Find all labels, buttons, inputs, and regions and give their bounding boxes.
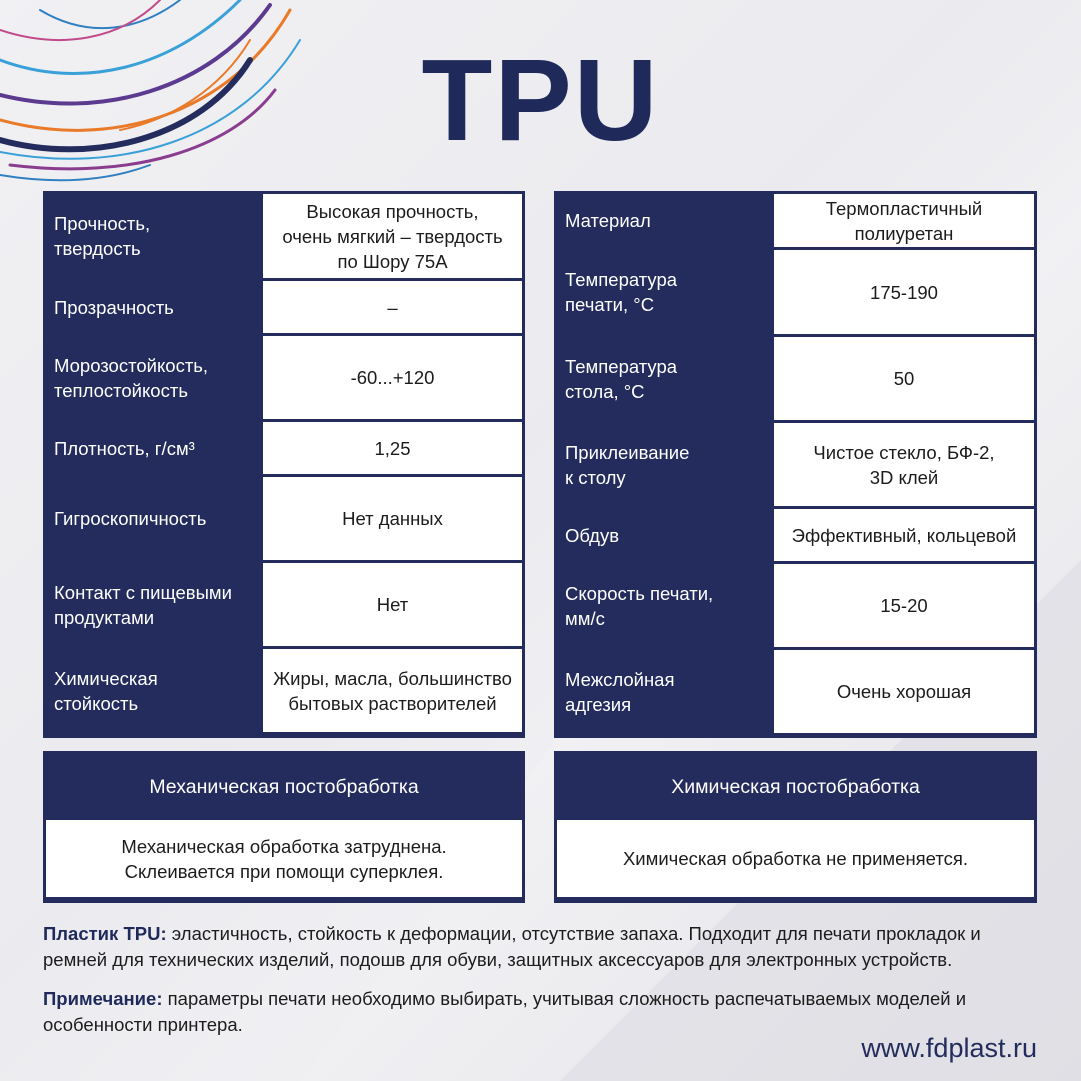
table-row xyxy=(46,281,522,333)
row-value: – xyxy=(263,281,522,333)
row-value: Термопластичный полиуретан xyxy=(774,194,1034,247)
note-label: Примечание: xyxy=(43,988,163,1009)
mechanical-postprocessing-heading: Механическая постобработка xyxy=(149,775,419,798)
row-value: Жиры, масла, большинство бытовых растворителей xyxy=(263,649,522,732)
row-value: Высокая прочность, очень мягкий – твердость по Шору 75А xyxy=(263,194,522,278)
table-row xyxy=(46,649,522,732)
table-row xyxy=(46,563,522,646)
table-row xyxy=(557,423,1034,506)
row-value: Эффективный, кольцевой xyxy=(774,509,1034,561)
table-row xyxy=(557,564,1034,647)
row-value: 15-20 xyxy=(774,564,1034,647)
row-value: Чистое стекло, БФ-2, 3D клей xyxy=(774,423,1034,506)
row-label: Обдув xyxy=(557,509,771,561)
row-value: Нет xyxy=(263,563,522,646)
row-label: Материал xyxy=(557,194,771,247)
material-description xyxy=(43,921,1043,973)
table-row xyxy=(557,650,1034,733)
description-text: эластичность, стойкость к деформации, отсутствие запаха. Подходит для печати прокладок и ремней для технических изделий, подошв для обуви, защитных аксессуаров для электронных устройств. xyxy=(43,923,981,970)
row-value: 175-190 xyxy=(774,250,1034,334)
table-row xyxy=(557,194,1034,247)
table-row xyxy=(46,422,522,474)
row-value: 1,25 xyxy=(263,422,522,474)
row-label: Гигроскопичность xyxy=(46,477,260,560)
mechanical-postprocessing-text: Механическая обработка затруднена. Склеивается при помощи суперклея. xyxy=(46,820,522,897)
row-label: Приклеивание к столу xyxy=(557,423,771,506)
row-label: Морозостойкость, теплостойкость xyxy=(46,336,260,419)
table-row xyxy=(46,336,522,419)
printing-note xyxy=(43,986,1043,1038)
description-label: Пластик TPU: xyxy=(43,923,167,944)
table-row xyxy=(557,509,1034,561)
row-value: Очень хорошая xyxy=(774,650,1034,733)
left-properties-table xyxy=(43,191,525,738)
row-label: Температура печати, °C xyxy=(557,250,771,334)
chemical-postprocessing-text: Химическая обработка не применяется. xyxy=(557,820,1034,897)
row-value: Нет данных xyxy=(263,477,522,560)
chemical-postprocessing-heading: Химическая постобработка xyxy=(671,775,920,798)
row-label: Контакт с пищевыми продуктами xyxy=(46,563,260,646)
page-title: TPU xyxy=(421,35,660,165)
mechanical-postprocessing-box xyxy=(43,751,525,903)
row-label: Прозрачность xyxy=(46,281,260,333)
row-label: Прочность, твердость xyxy=(46,194,260,278)
row-label: Температура стола, °C xyxy=(557,337,771,420)
row-label: Межслойная адгезия xyxy=(557,650,771,733)
row-value: -60...+120 xyxy=(263,336,522,419)
note-text: параметры печати необходимо выбирать, учитывая сложность распечатываемых моделей и особенности принтера. xyxy=(43,988,967,1035)
row-label: Плотность, г/см³ xyxy=(46,422,260,474)
table-row xyxy=(557,337,1034,420)
right-print-settings-table xyxy=(554,191,1037,738)
website-url: www.fdplast.ru xyxy=(861,1033,1037,1063)
chemical-postprocessing-box xyxy=(554,751,1037,903)
row-label: Химическая стойкость xyxy=(46,649,260,732)
row-label: Скорость печати, мм/с xyxy=(557,564,771,647)
table-row xyxy=(46,194,522,278)
row-value: 50 xyxy=(774,337,1034,420)
table-row xyxy=(46,477,522,560)
table-row xyxy=(557,250,1034,334)
